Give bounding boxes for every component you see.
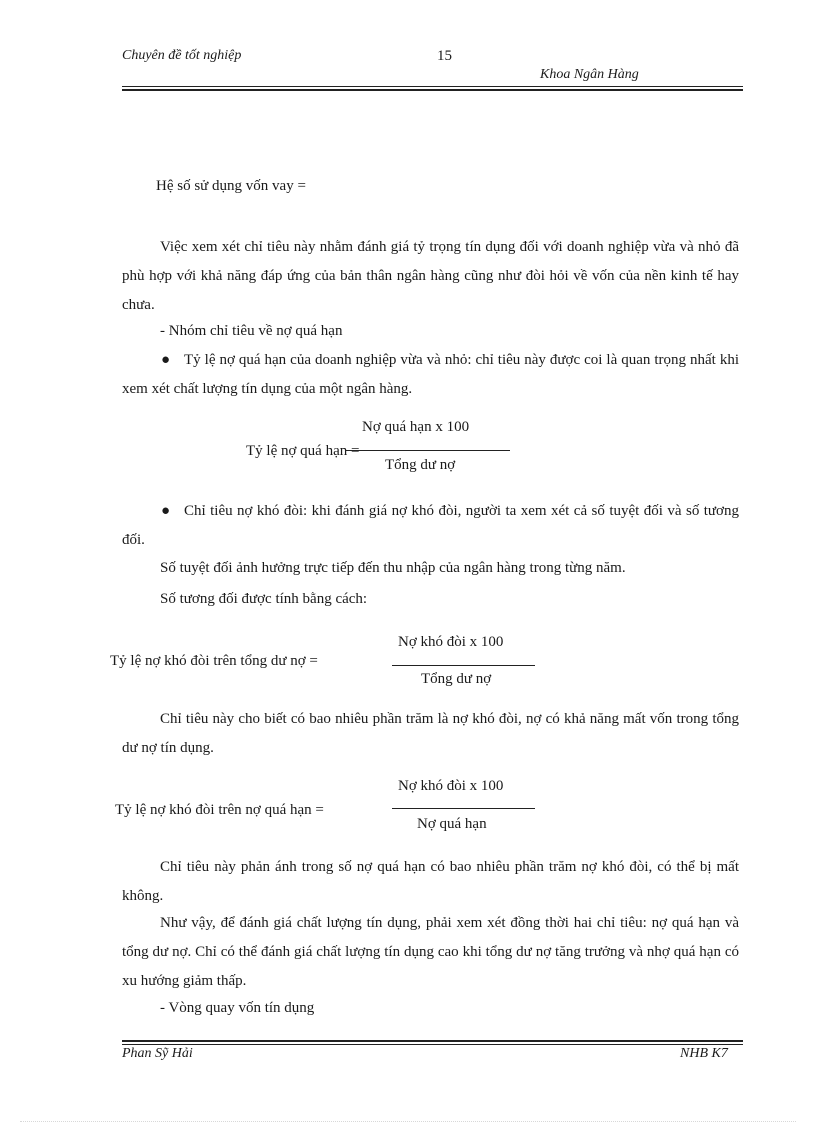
formula2-denominator: Tổng dư nợ: [421, 671, 492, 687]
formula1-numerator: Nợ quá hạn x 100: [362, 419, 470, 435]
formula1-label: Tỷ lệ nợ quá hạn =: [246, 443, 360, 459]
paragraph-7: Như vậy, để đánh giá chất lượng tín dụng, phải xem xét đồng thời hai chỉ tiêu: nợ quá hạn và tổng dư nợ. Chỉ có thể đánh giá chất lượng tín dụng cao khi tổng dư nợ tăng trưởng và nhợ quá hạn có xu hướng giảm thấp.: [122, 915, 739, 989]
header-title: Chuyên đề tốt nghiệp: [122, 48, 242, 63]
bullet-icon: ●: [161, 352, 171, 368]
footer-rule-bottom: [122, 1044, 743, 1045]
header-rule-bottom: [122, 89, 743, 91]
paragraph-3: Số tuyệt đối ảnh hưởng trực tiếp đến thu nhập của ngân hàng trong từng năm.: [160, 560, 626, 576]
formula2-label: Tỷ lệ nợ khó đòi trên tổng dư nợ =: [110, 653, 318, 669]
formula3-numerator: Nợ khó đòi x 100: [398, 778, 504, 794]
footer-rule-top: [122, 1040, 743, 1042]
footer-class: NHB K7: [680, 1046, 728, 1061]
paragraph-2: - Nhóm chỉ tiêu về nợ quá hạn: [160, 323, 343, 339]
bullet-1: Tỷ lệ nợ quá hạn của doanh nghiệp vừa và nhỏ: chỉ tiêu này được coi là quan trọng nhất khi xem xét chất lượng tín dụng của một ngân hàng.: [122, 352, 739, 397]
paragraph-8: - Vòng quay vốn tín dụng: [160, 1000, 315, 1016]
formula2-numerator: Nợ khó đòi x 100: [398, 634, 504, 650]
paragraph-1: Việc xem xét chỉ tiêu này nhằm đánh giá tỷ trọng tín dụng đối với doanh nghiệp vừa và nhỏ đã phù hợp với khả năng đáp ứng của bản thân ngân hàng cũng như đòi hỏi về vốn của nền kinh tế hay chưa.: [122, 239, 739, 313]
footer-author: Phan Sỹ Hải: [122, 1046, 193, 1061]
page-number: 15: [437, 48, 452, 64]
bullet-icon: ●: [161, 503, 171, 519]
bullet-2: Chỉ tiêu nợ khó đòi: khi đánh giá nợ khó đòi, người ta xem xét cả số tuyệt đối và số tương đối.: [122, 503, 739, 548]
usage-ratio-label: Hệ số sử dụng vốn vay =: [156, 178, 306, 194]
formula3-denominator: Nợ quá hạn: [417, 816, 487, 832]
formula1-denominator: Tổng dư nợ: [385, 457, 456, 473]
formula3-label: Tỷ lệ nợ khó đòi trên nợ quá hạn =: [115, 802, 324, 818]
header-department: Khoa Ngân Hàng: [540, 67, 639, 82]
page-edge-divider: [20, 1121, 796, 1122]
paragraph-5: Chỉ tiêu này cho biết có bao nhiêu phần trăm là nợ khó đòi, nợ có khả năng mất vốn trong tổng dư nợ tín dụng.: [122, 711, 739, 756]
formula3-fraction-bar: [392, 808, 535, 809]
header-rule-top: [122, 86, 743, 87]
paragraph-4: Số tương đối được tính bằng cách:: [160, 591, 368, 607]
paragraph-6: Chỉ tiêu này phản ánh trong số nợ quá hạn có bao nhiêu phần trăm nợ khó đòi, có thể bị mất không.: [122, 859, 739, 904]
